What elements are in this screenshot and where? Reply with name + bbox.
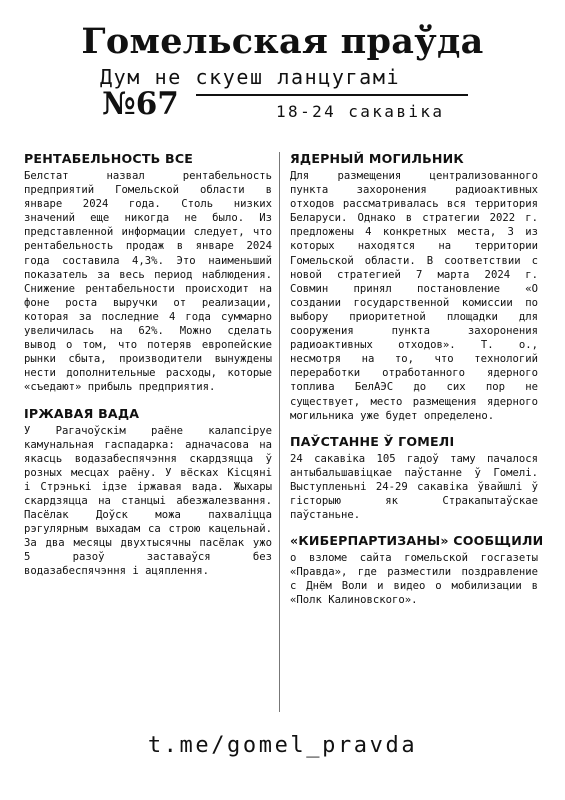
article-headline: «КИБЕРПАРТИЗАНЫ» СООБЩИЛИ bbox=[290, 533, 544, 549]
article-cyberpartisans bbox=[290, 532, 544, 607]
telegram-link[interactable]: t.me/gomel_pravda bbox=[147, 733, 418, 758]
article-body: Белстат назвал рентабельность предприятий Гомельской области в январе 2024 года. Столь низких значений еще никогда не было. Из представленной информации следует, что рентабельность продаж в январе 2024 года составила 4,3%. Это наименьший показатель за весь период наблюдения. Снижение рентабельности происходит на фоне роста выручки от реализации, которая за последние 4 года суммарно увеличилась на 62%. Можно сделать вывод о том, что потеряв европейские рынки сбыта, производители вынуждены нести дополнительные расходы, которые «съедают» прибыль предприятия. bbox=[24, 170, 272, 394]
article-headline: ПАЎСТАННЕ Ў ГОМЕЛІ bbox=[290, 433, 455, 449]
masthead-rule bbox=[196, 94, 468, 96]
masthead bbox=[0, 20, 565, 64]
article-headline: ІРЖАВАЯ ВАДА bbox=[24, 405, 140, 421]
slogan: Дум не скуеш ланцугамі bbox=[100, 65, 401, 89]
article-headline: РЕНТАБЕЛЬНОСТЬ ВСЕ bbox=[24, 151, 194, 166]
article-profitability bbox=[24, 150, 272, 395]
article-nuclear-waste bbox=[290, 150, 538, 423]
article-body: У Рагачоўскім раёне калапсіруе камунальная гаспадарка: адначасова на якасць водазабеспячэння скардзяцца ў розных месцах раёну. У вёсках Кісцяні і Стрэнькі ідзе іржавая вада. Жыхары скардзяцца на станцыі абезжалезвання. Пасёлак Доўск можа пахваліцца рэгулярным выхадам са строю кацельнай. За два месяцы двухтысячны пасёлак ужо 5 разоў заставаўся без водазабеспячэння і ацяплення. bbox=[24, 424, 272, 578]
left-column bbox=[24, 150, 272, 589]
article-headline: ЯДЕРНЫЙ МОГИЛЬНИК bbox=[290, 151, 464, 166]
article-body: 24 сакавіка 105 гадоў таму пачалося антыбальшавіцкае паўстанне ў Гомелі. Выступленьні 24-29 сакавіка ўвайшлі ў гісторыю як Стракапытаўскае паўстаньне. bbox=[290, 452, 538, 522]
article-body: о взломе сайта гомельской госгазеты «Правда», где разместили поздравление с Днём Воли и видео о мобилизации в «Полк Калиновского». bbox=[290, 552, 538, 607]
issue-dates: 18-24 сакавіка bbox=[276, 102, 445, 121]
newspaper-title: Гомельская праўда bbox=[81, 21, 484, 62]
issue-number: №67 bbox=[102, 86, 179, 122]
article-body: Для размещения централизованного пункта захоронения радиоактивных отходов рассматривалась вся территория Беларуси. Однако в стратегии 2022 г. предложены 4 конкретных места, 3 из которых находятся на территории Гомельской области. В соответствии с новой стратегией 7 марта 2024 г. Совмин принял постановление «О создании государственной комиссии по выбору приоритетной площадки для сооружения пункта захоронения радиоактивных отходов». Т. о., несмотря на то, что технологий переработки отработанного ядерного топлива БелАЭС до сих пор не существует, место размещения ядерного могильника уже будет определено. bbox=[290, 170, 538, 422]
article-rusty-water bbox=[24, 405, 272, 579]
article-uprising bbox=[290, 433, 538, 522]
right-column bbox=[290, 150, 544, 618]
column-divider bbox=[279, 152, 280, 712]
